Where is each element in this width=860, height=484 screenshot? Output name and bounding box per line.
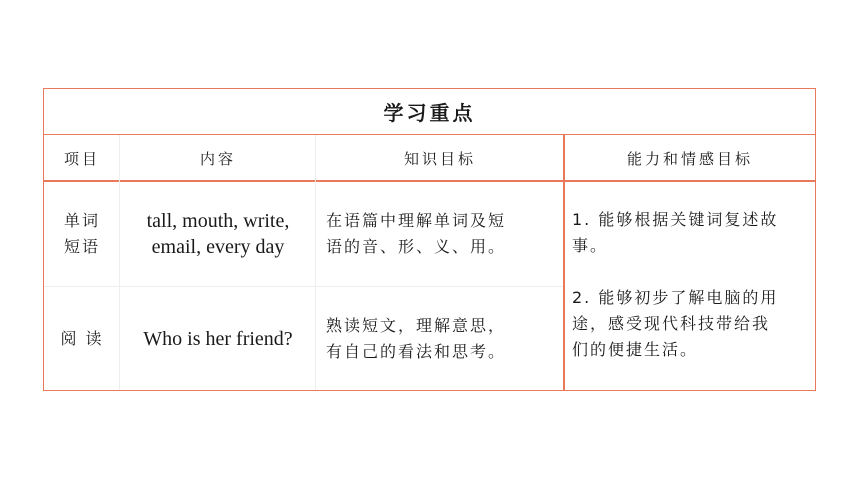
study-focus-table — [43, 88, 816, 391]
ability-goal-1 — [572, 207, 812, 259]
row1-item-line1: 单词 — [63, 211, 100, 230]
ability-goal2-line2: 途，感受现代科技带给我 — [572, 314, 771, 333]
ability-goal-2 — [572, 285, 812, 363]
header-ability: 能力和情感目标 — [626, 149, 753, 168]
row2-item: 阅 读 — [60, 328, 104, 348]
row2-knowledge — [326, 287, 562, 390]
row1-knowledge-line2: 语的音、形、义、用。 — [326, 237, 507, 256]
ability-goal1-line2: 事。 — [572, 236, 609, 255]
row1-content-line1: tall, mouth, write, — [146, 210, 290, 232]
row1-knowledge-line1: 在语篇中理解单词及短 — [326, 211, 507, 230]
row1-knowledge — [326, 181, 562, 287]
row1-item-line2: 短语 — [63, 237, 100, 256]
row2-knowledge-line1: 熟读短文，理解意思， — [326, 315, 507, 335]
ability-goal1-line1: 1. 能够根据关键词复述故 — [572, 210, 779, 229]
row1-item — [44, 181, 120, 287]
table-title: 学习重点 — [44, 89, 815, 135]
ability-goal2-line1: 2. 能够初步了解电脑的用 — [572, 288, 779, 307]
row1-content-line2: email, every day — [151, 236, 285, 258]
header-item: 项目 — [63, 149, 100, 168]
row1-content — [120, 181, 316, 287]
header-knowledge: 知识目标 — [403, 149, 476, 168]
col-divider — [563, 135, 565, 390]
row2-knowledge-line2: 有自己的看法和思考。 — [326, 341, 507, 361]
header-content: 内容 — [199, 149, 236, 168]
row2-content: Who is her friend? — [143, 327, 293, 350]
ability-goal2-line3: 们的便捷生活。 — [572, 340, 699, 359]
